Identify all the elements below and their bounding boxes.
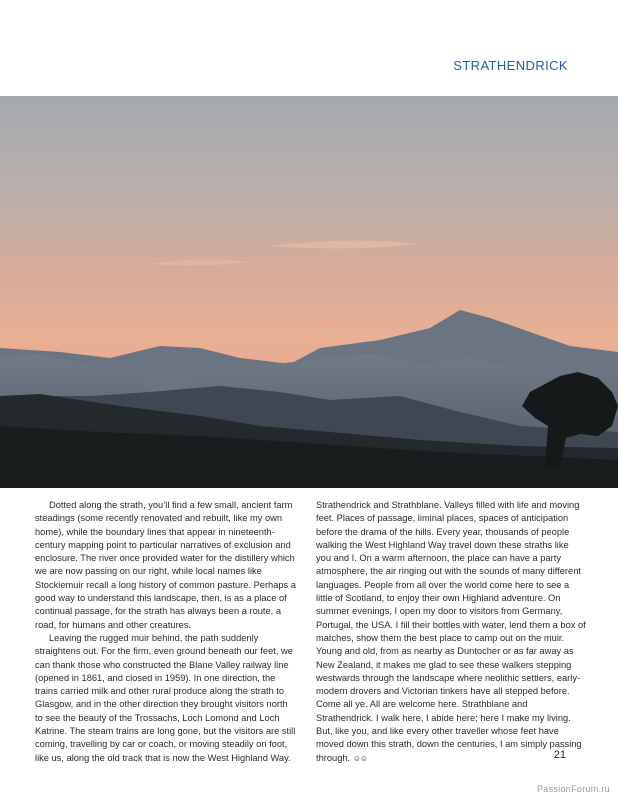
paragraph-2: Leaving the rugged muir behind, the path suddenly straightens out. For the firm, even ground beneath our feet, we can thank those who constructed the Blane Valley railway line (opened in 1861, and closed in 1959). In one direction, the trains carried milk and other rural produce along the strath to Glasgow, and in the other direction they brought visitors north to see the beauty of the Trossachs, Loch Lomond and Loch Katrine. The steam trains are long gone, but the visitors are still coming, travelling by car or coach, or moving steadily on foot, like us, along the old track that is now the West Highland Way. [35,632,296,763]
article-left-column [35,499,297,765]
landscape-photo [0,96,618,488]
watermark: PassionForum.ru [536,784,610,794]
paragraph-1: Dotted along the strath, you’ll find a few small, ancient farm steadings (some recently renovated and rebuilt, like my own home), while the boundary lines that appear in nineteenth-century mapping point to particular narratives of exclusion and enclosure. The river once provided water for the distillery which we are now passing on our right, while local names like Stockiemuir recall a long history of common pasture. Perhaps a good way to understand this landscape, then, is as a place of continual passage, for the strath has always been a route, a road, for humans and other creatures. [35,500,296,630]
section-title: STRATHENDRICK [453,58,568,73]
article-right-column [316,499,586,765]
paragraph-3-text: Strathendrick and Strathblane. Valleys filled with life and moving feet. Places of passage, liminal places, spaces of anticipation before the drama of the hills. Every year, thousands of people walking the West Highland Way travel down these straths like you and I. On a warm afternoon, the place can have a party atmosphere, the air ringing out with the sounds of many different languages. People from all over the world come here to see a little of Scotland, to enjoy their own Highland adventure. On summer evenings, I open my door to visitors from Germany, Portugal, the USA. I fill their bottles with water, lend them a box of matches, show them the best place to camp out on the muir. Young and old, from as nearby as Duntocher or as far away as New Zealand, it makes me glad to see these walkers stepping westwards through the landscape where neolithic settlers, early-modern drovers and Victorian tinkers have all stepped before. Come all ye. All are welcome here. Strathblane and Strathendrick. I walk here, I abide here; here I make my living. But, like you, and like every other traveller whose feet have moved down this strath, down the centuries, I am simply passing through. [316,500,586,763]
paragraph-3 [316,499,586,765]
end-mark: ☺☺ [352,753,368,763]
page-number: 21 [553,749,566,761]
